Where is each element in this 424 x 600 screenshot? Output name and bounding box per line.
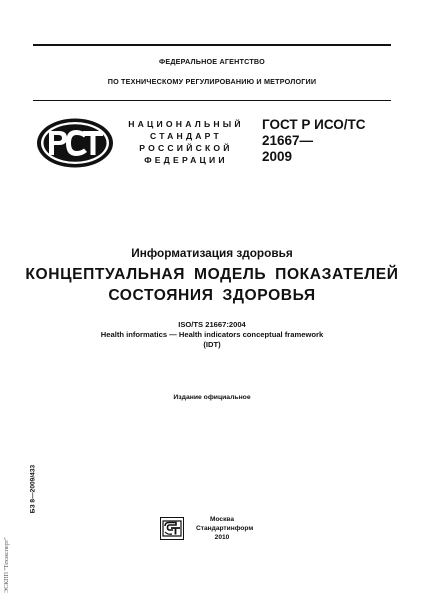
document-subtitle: Информатизация здоровья [131,246,293,260]
standard-type-block [122,118,250,166]
iso-reference [0,320,424,350]
standard-type-line-4: ФЕДЕРАЦИИ [144,155,228,165]
standartinform-logo [160,517,184,540]
standard-type-line-2: СТАНДАРТ [150,131,222,141]
designation-line-2: 21667— [262,133,314,148]
designation-line-3: 2009 [262,149,293,164]
iso-reference-line-1: ISO/TS 21667:2004 [178,320,246,329]
publisher-city: Москва [209,516,235,523]
standard-type-line-3: РОССИЙСКОЙ [139,143,233,153]
publisher-block [196,515,254,542]
title-line-2: СОСТОЯНИЯ ЗДОРОВЬЯ [108,287,316,304]
watermark: ЭСКПП "Техэксперт" [4,537,10,593]
vertical-code: БЗ 8—2009/433 [29,464,37,514]
iso-reference-line-3: (IDT) [203,340,221,349]
publisher-name: Стандартинформ [196,525,254,532]
iso-reference-line-2: Health informatics — Health indicators conceptual framework [100,330,324,339]
rosstandart-logo [35,117,115,169]
designation-line-1: ГОСТ Р ИСО/ТС [262,117,366,132]
edition-label: Издание официальное [173,394,251,401]
header-rule [33,100,391,101]
top-rule [33,44,391,46]
standard-designation [262,117,366,165]
publisher-year: 2010 [214,534,230,541]
agency-line-2: ПО ТЕХНИЧЕСКОМУ РЕГУЛИРОВАНИЮ И МЕТРОЛОГИИ [107,77,317,86]
document-title [0,264,424,306]
title-line-1: КОНЦЕПТУАЛЬНАЯ МОДЕЛЬ ПОКАЗАТЕЛЕЙ [25,266,399,283]
agency-line-1: ФЕДЕРАЛЬНОЕ АГЕНТСТВО [159,57,265,66]
standard-type-line-1: НАЦИОНАЛЬНЫЙ [128,119,244,129]
